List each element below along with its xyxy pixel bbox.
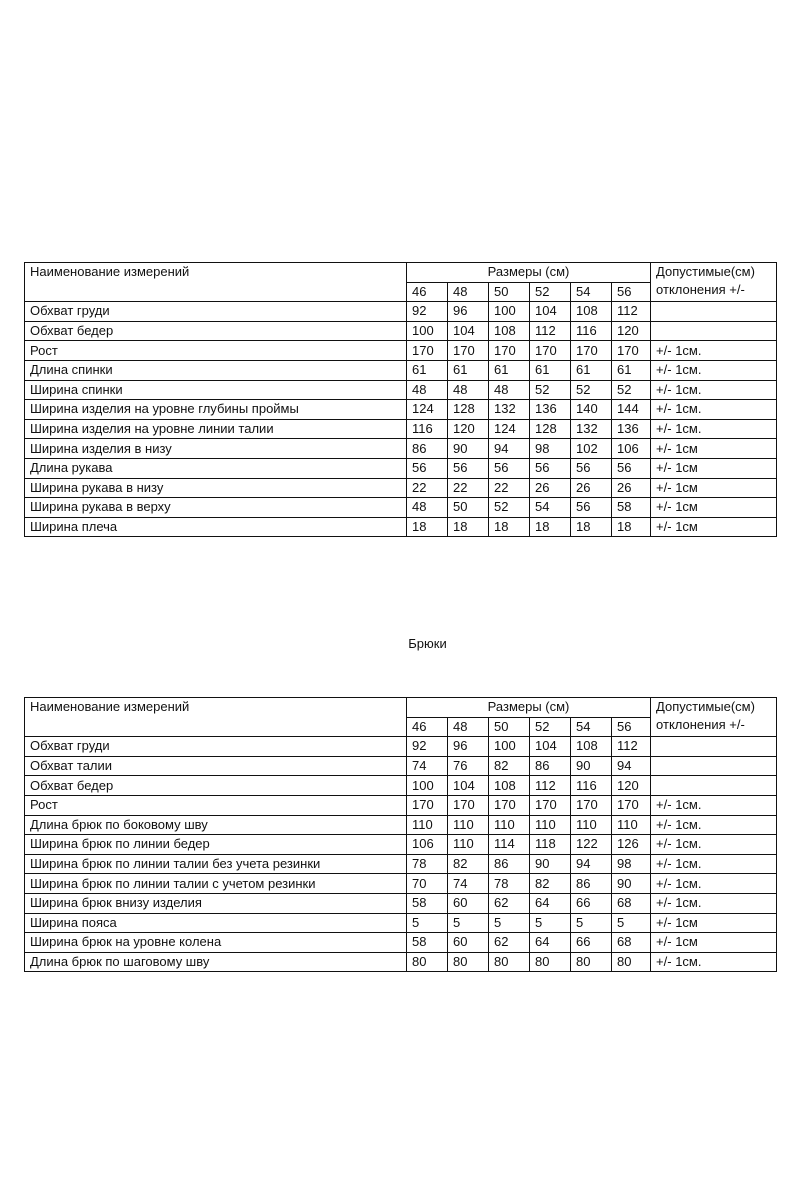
table-row [25,517,777,537]
measurement-name-cell: Ширина изделия на уровне глубины проймы [25,400,407,420]
table-row [25,854,777,874]
size-header-cell: 54 [571,717,612,737]
size-value-cell: 61 [407,360,448,380]
measurement-name-cell: Ширина рукава в низу [25,478,407,498]
size-value-cell: 100 [489,737,530,757]
size-value-cell: 122 [571,835,612,855]
size-value-cell: 100 [489,302,530,322]
tolerance-label-line1: Допустимые(см) [656,264,755,279]
size-value-cell: 170 [530,795,571,815]
size-value-cell: 61 [530,360,571,380]
size-value-cell: 104 [448,321,489,341]
table-row [25,498,777,518]
size-value-cell: 86 [489,854,530,874]
tolerance-cell: +/- 1см. [651,380,777,400]
size-value-cell: 56 [407,458,448,478]
measurement-name-cell: Ширина брюк по линии бедер [25,835,407,855]
size-value-cell: 22 [407,478,448,498]
size-value-cell: 58 [407,893,448,913]
size-value-cell: 62 [489,933,530,953]
size-value-cell: 86 [571,874,612,894]
size-value-cell: 68 [612,933,651,953]
measurement-name-cell: Рост [25,341,407,361]
size-value-cell: 66 [571,893,612,913]
size-value-cell: 170 [489,341,530,361]
size-value-cell: 116 [571,776,612,796]
measurement-name-cell: Ширина пояса [25,913,407,933]
tolerance-cell: +/- 1см. [651,815,777,835]
size-value-cell: 5 [489,913,530,933]
measurement-name-cell: Длина спинки [25,360,407,380]
size-value-cell: 52 [612,380,651,400]
size-value-cell: 120 [612,776,651,796]
size-value-cell: 78 [489,874,530,894]
tolerance-cell [651,302,777,322]
size-value-cell: 82 [489,756,530,776]
size-value-cell: 64 [530,893,571,913]
size-value-cell: 140 [571,400,612,420]
header-sizes-cell: Размеры (см) [407,698,651,718]
size-value-cell: 60 [448,893,489,913]
header-row [25,263,777,283]
table-row [25,815,777,835]
size-value-cell: 5 [612,913,651,933]
size-value-cell: 110 [448,835,489,855]
table-row [25,756,777,776]
size-value-cell: 132 [489,400,530,420]
size-value-cell: 56 [448,458,489,478]
size-value-cell: 112 [612,737,651,757]
size-value-cell: 104 [530,302,571,322]
tolerance-cell: +/- 1см. [651,419,777,439]
size-value-cell: 94 [612,756,651,776]
measurement-name-cell: Ширина изделия на уровне линии талии [25,419,407,439]
size-table-bottom [24,697,777,972]
size-value-cell: 100 [407,776,448,796]
tolerance-cell: +/- 1см [651,933,777,953]
size-value-cell: 61 [571,360,612,380]
table-row [25,341,777,361]
size-value-cell: 5 [448,913,489,933]
table-row [25,419,777,439]
tolerance-cell: +/- 1см. [651,874,777,894]
tolerance-label-line2: отклонения +/- [656,282,745,297]
size-value-cell: 90 [448,439,489,459]
size-header-cell: 48 [448,717,489,737]
size-header-cell: 46 [407,282,448,302]
size-header-cell: 56 [612,282,651,302]
size-value-cell: 76 [448,756,489,776]
size-header-cell: 56 [612,717,651,737]
size-value-cell: 170 [571,795,612,815]
size-value-cell: 96 [448,302,489,322]
size-value-cell: 50 [448,498,489,518]
size-value-cell: 106 [407,835,448,855]
size-value-cell: 56 [612,458,651,478]
size-value-cell: 56 [530,458,571,478]
size-value-cell: 56 [571,498,612,518]
size-value-cell: 18 [530,517,571,537]
size-value-cell: 136 [530,400,571,420]
table-row [25,400,777,420]
tolerance-cell: +/- 1см. [651,341,777,361]
measurement-name-cell: Рост [25,795,407,815]
tolerance-cell: +/- 1см. [651,360,777,380]
size-value-cell: 136 [612,419,651,439]
size-header-cell: 50 [489,282,530,302]
size-value-cell: 22 [448,478,489,498]
table-row [25,321,777,341]
size-value-cell: 18 [489,517,530,537]
header-name-cell: Наименование измерений [25,263,407,302]
size-value-cell: 170 [448,341,489,361]
size-header-cell: 46 [407,717,448,737]
tolerance-label-line2: отклонения +/- [656,717,745,732]
tolerance-cell: +/- 1см [651,517,777,537]
size-value-cell: 110 [448,815,489,835]
size-value-cell: 48 [448,380,489,400]
tolerance-cell: +/- 1см. [651,795,777,815]
measurement-name-cell: Ширина изделия в низу [25,439,407,459]
size-value-cell: 110 [489,815,530,835]
size-value-cell: 170 [448,795,489,815]
size-value-cell: 90 [612,874,651,894]
size-value-cell: 82 [530,874,571,894]
tolerance-cell: +/- 1см [651,478,777,498]
tolerance-cell [651,737,777,757]
tolerance-cell: +/- 1см. [651,854,777,874]
size-value-cell: 108 [489,776,530,796]
size-value-cell: 56 [571,458,612,478]
header-tolerance-cell [651,698,777,737]
measurement-name-cell: Ширина плеча [25,517,407,537]
tolerance-label-line1: Допустимые(см) [656,699,755,714]
size-value-cell: 52 [530,380,571,400]
tolerance-cell [651,776,777,796]
size-value-cell: 116 [407,419,448,439]
tolerance-cell: +/- 1см. [651,400,777,420]
size-value-cell: 124 [489,419,530,439]
size-header-cell: 52 [530,717,571,737]
size-value-cell: 5 [407,913,448,933]
tolerance-cell [651,321,777,341]
table-row [25,302,777,322]
size-value-cell: 74 [448,874,489,894]
tolerance-cell: +/- 1см. [651,893,777,913]
size-value-cell: 106 [612,439,651,459]
size-value-cell: 80 [612,952,651,972]
size-value-cell: 92 [407,737,448,757]
size-value-cell: 170 [407,795,448,815]
size-value-cell: 120 [448,419,489,439]
size-value-cell: 62 [489,893,530,913]
size-value-cell: 52 [571,380,612,400]
size-value-cell: 26 [530,478,571,498]
size-value-cell: 82 [448,854,489,874]
size-value-cell: 98 [612,854,651,874]
size-value-cell: 98 [530,439,571,459]
size-value-cell: 132 [571,419,612,439]
measurement-name-cell: Ширина рукава в верху [25,498,407,518]
size-value-cell: 80 [571,952,612,972]
measurement-name-cell: Ширина брюк по линии талии с учетом резинки [25,874,407,894]
size-value-cell: 96 [448,737,489,757]
measurement-name-cell: Ширина брюк на уровне колена [25,933,407,953]
size-value-cell: 66 [571,933,612,953]
measurement-name-cell: Длина рукава [25,458,407,478]
tolerance-cell: +/- 1см. [651,835,777,855]
size-value-cell: 170 [612,795,651,815]
size-value-cell: 104 [530,737,571,757]
tolerance-cell: +/- 1см. [651,952,777,972]
table-row [25,380,777,400]
table-row [25,795,777,815]
size-value-cell: 170 [489,795,530,815]
size-value-cell: 61 [448,360,489,380]
size-value-cell: 68 [612,893,651,913]
measurement-name-cell: Обхват бедер [25,776,407,796]
size-value-cell: 90 [571,756,612,776]
size-value-cell: 60 [448,933,489,953]
size-header-cell: 48 [448,282,489,302]
measurement-name-cell: Обхват талии [25,756,407,776]
size-header-cell: 50 [489,717,530,737]
size-value-cell: 80 [530,952,571,972]
size-value-cell: 80 [489,952,530,972]
size-value-cell: 110 [407,815,448,835]
size-value-cell: 56 [489,458,530,478]
table-row [25,458,777,478]
size-value-cell: 90 [530,854,571,874]
size-value-cell: 116 [571,321,612,341]
table-row [25,874,777,894]
size-value-cell: 108 [571,302,612,322]
table-row [25,439,777,459]
size-value-cell: 94 [571,854,612,874]
size-value-cell: 48 [407,498,448,518]
tolerance-cell: +/- 1см [651,498,777,518]
size-value-cell: 124 [407,400,448,420]
measurement-name-cell: Обхват бедер [25,321,407,341]
size-value-cell: 54 [530,498,571,518]
table-row [25,913,777,933]
size-value-cell: 26 [571,478,612,498]
size-value-cell: 94 [489,439,530,459]
size-value-cell: 58 [407,933,448,953]
size-header-cell: 52 [530,282,571,302]
size-value-cell: 126 [612,835,651,855]
size-value-cell: 108 [571,737,612,757]
size-table-top [24,262,777,537]
size-value-cell: 144 [612,400,651,420]
tolerance-cell: +/- 1см [651,439,777,459]
measurement-name-cell: Длина брюк по шаговому шву [25,952,407,972]
size-value-cell: 86 [407,439,448,459]
header-name-cell: Наименование измерений [25,698,407,737]
size-value-cell: 64 [530,933,571,953]
measurement-name-cell: Ширина брюк по линии талии без учета резинки [25,854,407,874]
size-value-cell: 18 [612,517,651,537]
size-value-cell: 70 [407,874,448,894]
table-row [25,893,777,913]
measurement-name-cell: Обхват груди [25,302,407,322]
size-value-cell: 80 [407,952,448,972]
table-row [25,952,777,972]
size-value-cell: 114 [489,835,530,855]
measurement-name-cell: Ширина брюк внизу изделия [25,893,407,913]
size-value-cell: 128 [448,400,489,420]
tolerance-cell: +/- 1см [651,913,777,933]
size-value-cell: 102 [571,439,612,459]
size-value-cell: 104 [448,776,489,796]
size-value-cell: 110 [530,815,571,835]
header-row [25,698,777,718]
size-value-cell: 108 [489,321,530,341]
table-row [25,737,777,757]
size-value-cell: 74 [407,756,448,776]
measurement-name-cell: Длина брюк по боковому шву [25,815,407,835]
size-value-cell: 112 [530,321,571,341]
measurement-name-cell: Обхват груди [25,737,407,757]
size-value-cell: 78 [407,854,448,874]
size-value-cell: 5 [571,913,612,933]
size-value-cell: 170 [530,341,571,361]
measurement-name-cell: Ширина спинки [25,380,407,400]
size-value-cell: 61 [489,360,530,380]
size-header-cell: 54 [571,282,612,302]
size-value-cell: 61 [612,360,651,380]
size-value-cell: 18 [571,517,612,537]
size-value-cell: 52 [489,498,530,518]
size-value-cell: 80 [448,952,489,972]
size-value-cell: 118 [530,835,571,855]
size-value-cell: 18 [448,517,489,537]
section-title: Брюки [408,636,447,651]
size-value-cell: 26 [612,478,651,498]
size-value-cell: 86 [530,756,571,776]
size-value-cell: 112 [530,776,571,796]
header-sizes-cell: Размеры (см) [407,263,651,283]
size-value-cell: 128 [530,419,571,439]
size-value-cell: 170 [571,341,612,361]
size-value-cell: 110 [571,815,612,835]
size-value-cell: 110 [612,815,651,835]
table-row [25,776,777,796]
size-value-cell: 170 [407,341,448,361]
size-value-cell: 48 [407,380,448,400]
size-value-cell: 92 [407,302,448,322]
size-value-cell: 100 [407,321,448,341]
table-row [25,835,777,855]
size-value-cell: 5 [530,913,571,933]
header-tolerance-cell [651,263,777,302]
tolerance-cell [651,756,777,776]
size-value-cell: 18 [407,517,448,537]
size-value-cell: 112 [612,302,651,322]
table-row [25,933,777,953]
table-row [25,360,777,380]
size-value-cell: 120 [612,321,651,341]
size-value-cell: 48 [489,380,530,400]
size-value-cell: 170 [612,341,651,361]
size-value-cell: 22 [489,478,530,498]
table-row [25,478,777,498]
size-value-cell: 58 [612,498,651,518]
tolerance-cell: +/- 1см [651,458,777,478]
